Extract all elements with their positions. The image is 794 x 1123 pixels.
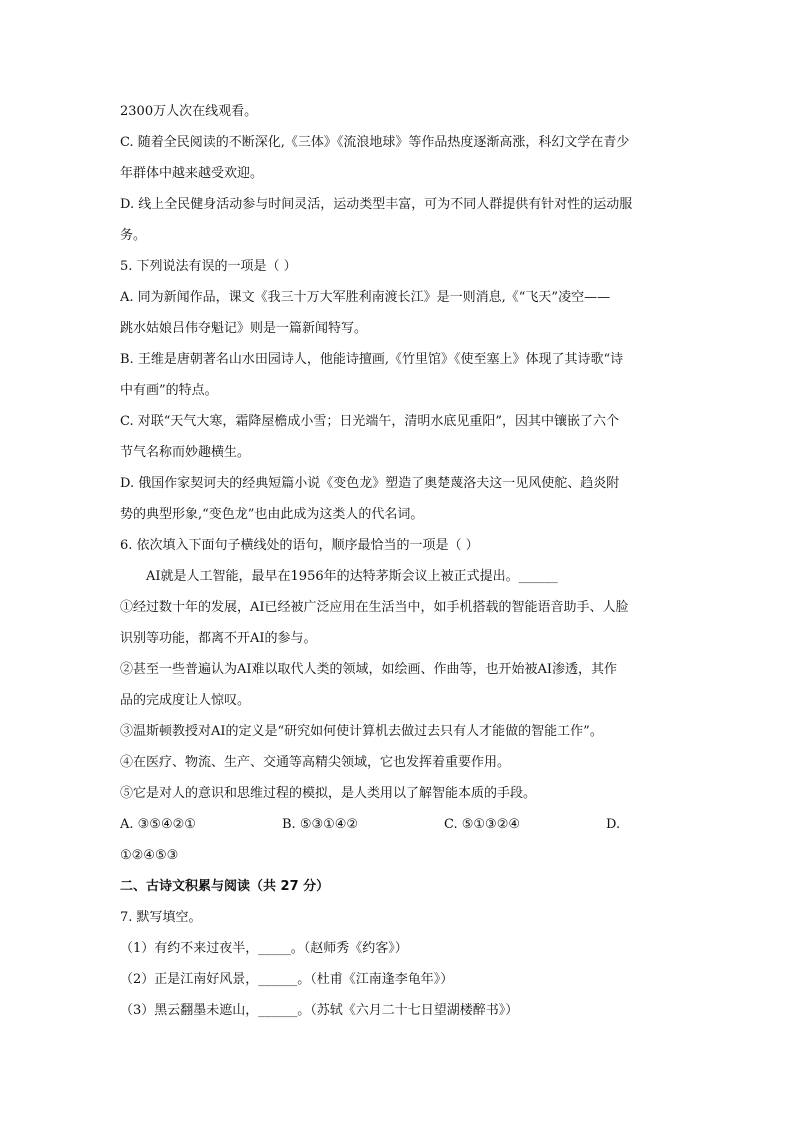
- text-line: 节气名称而妙趣横生。: [120, 445, 251, 460]
- question-7-stem: 7. 默写填空。: [120, 910, 202, 925]
- text-line: 跳水姑娘吕伟夺魁记》则是一篇新闻特写。: [120, 321, 368, 336]
- fill-blank-2: （2）正是江南好风景，______。（杜甫《江南逢李龟年》）: [120, 972, 454, 987]
- section-heading: 二、古诗文积累与阅读（共 27 分）: [120, 879, 330, 894]
- sentence-2: ②甚至一些普遍认为AI难以取代人类的领域，如绘画、作曲等，也开始被AI渗透，其作: [120, 662, 618, 677]
- text-line: 品的完成度让人惊叹。: [120, 693, 251, 708]
- text-line: 识别等功能，都离不开AI的参与。: [120, 631, 317, 646]
- fill-blank-3: （3）黑云翻墨未遮山，______。（苏轼《六月二十七日望湖楼醉书》）: [120, 1003, 519, 1018]
- choice-b: B. ⑤③①④②: [282, 817, 359, 832]
- question-5-option-a: A. 同为新闻作品，课文《我三十万大军胜利南渡长江》是一则消息,《“飞天”凌空——: [120, 290, 611, 305]
- question-4-option-d: D. 线上全民健身活动参与时间灵活，运动类型丰富，可为不同人群提供有针对性的运动服: [120, 197, 633, 212]
- question-6-stem: 6. 依次填入下面句子横线处的语句，顺序最恰当的一项是（ ）: [120, 538, 479, 553]
- sentence-1: ①经过数十年的发展，AI已经被广泛应用在生活当中，如手机搭载的智能语音助手、人脸: [120, 600, 629, 615]
- question-4-option-c: C. 随着全民阅读的不断深化,《三体》《流浪地球》等作品热度逐渐高涨，科幻文学在青少: [120, 135, 630, 150]
- text-line: 势的典型形象,“变色龙”也由此成为这类人的代名词。: [120, 507, 424, 522]
- text-line: 年群体中越来越受欢迎。: [120, 166, 264, 181]
- question-5-option-c: C. 对联“天气大寒，霜降屋檐成小雪；日光端午，清明水底见重阳”，因其中镶嵌了六个: [120, 414, 620, 429]
- choice-d: D.: [606, 817, 621, 832]
- choice-c: C. ⑤①③②④: [444, 817, 521, 832]
- text-line: 2300万人次在线观看。: [120, 104, 258, 119]
- question-5-stem: 5. 下列说法有误的一项是（ ）: [120, 259, 297, 274]
- choice-a: A. ③⑤④②①: [120, 817, 196, 832]
- document-page: [120, 96, 680, 1026]
- text-line: 中有画”的特点。: [120, 383, 218, 398]
- question-5-option-d: D. 俄国作家契诃夫的经典短篇小说《变色龙》塑造了奥楚蔑洛夫这一见风使舵、趋炎附: [120, 476, 620, 491]
- sentence-5: ⑤它是对人的意识和思维过程的模拟，是人类用以了解智能本质的手段。: [120, 786, 537, 801]
- text-line: 务。: [120, 228, 147, 243]
- sentence-4: ④在医疗、物流、生产、交通等高精尖领域，它也发挥着重要作用。: [120, 755, 511, 770]
- question-6-passage: AI就是人工智能，最早在1956年的达特茅斯会议上被正式提出。______: [146, 569, 558, 584]
- question-5-option-b: B. 王维是唐朝著名山水田园诗人，他能诗擅画,《竹里馆》《使至塞上》体现了其诗歌“诗: [120, 352, 624, 367]
- question-6-choices: [120, 809, 680, 840]
- sentence-3: ③温斯顿教授对AI的定义是“研究如何使计算机去做过去只有人才能做的智能工作”。: [120, 724, 603, 739]
- fill-blank-1: （1）有约不来过夜半，_____。（赵师秀《约客》）: [120, 941, 408, 956]
- choice-d-continued: ①②④⑤③: [120, 848, 179, 863]
